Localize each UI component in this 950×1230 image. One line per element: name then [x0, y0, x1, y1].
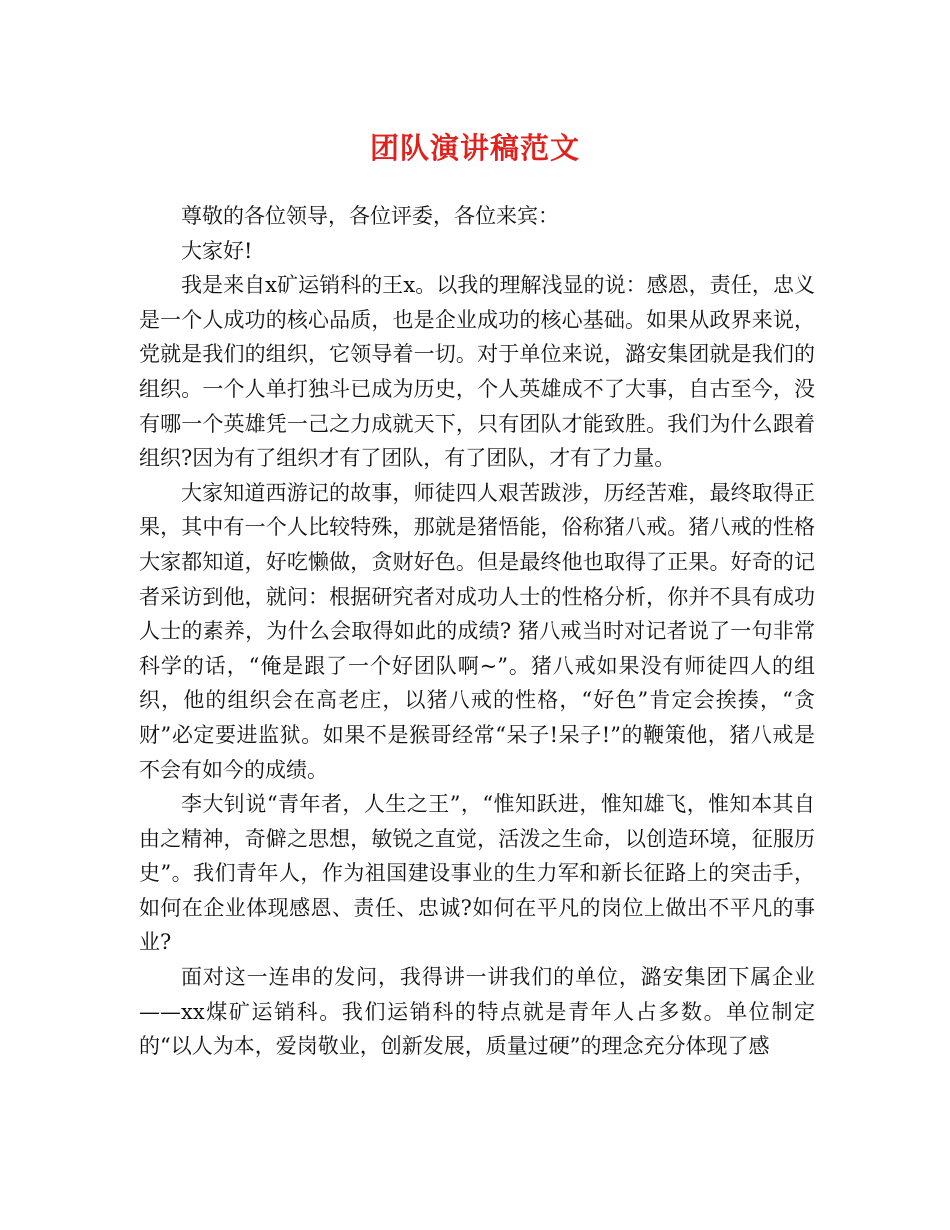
document-title: 团队演讲稿范文	[369, 131, 580, 165]
paragraph-salutation: 尊敬的各位领导，各位评委，各位来宾：	[181, 204, 559, 228]
paragraph-intro: 我是来自x矿运销科的王x。以我的理解浅显的说：感恩，责任，忠义是一个人成功的核心品质，也是企业成功的核心基础。如果从政界来说，党就是我们的组织，它领导着一切。对于单位来说，潞安集团就是我们的组织。一个人单打独斗已成为历史，个人英雄成不了大事，自古至今，没有哪一个英雄凭一己之力成就天下，只有团队才能致胜。我们为什么跟着组织?因为有了组织才有了团队，有了团队，才有了力量。	[139, 273, 815, 471]
paragraph-unit: 面对这一连串的发问，我得讲一讲我们的单位，潞安集团下属企业——xx煤矿运销科。我们运销科的特点就是青年人占多数。单位制定的“以人为本，爱岗敬业，创新发展，质量过硬”的理念充分体现了感	[139, 965, 815, 1059]
document-body	[139, 199, 815, 1064]
paragraph-greeting: 大家好!	[181, 238, 253, 263]
paragraph-li-dazhao: 李大钊说“青年者，人生之王”，“惟知跃进，惟知雄飞，惟知本其自由之精神，奇僻之思想，敏锐之直觉，活泼之生命，以创造环境，征服历史”。我们青年人，作为祖国建设事业的生力军和新长征路上的突击手，如何在企业体现感恩、责任、忠诚?如何在平凡的岗位上做出不平凡的事业?	[139, 792, 815, 955]
paragraph-journey-west: 大家知道西游记的故事，师徒四人艰苦跋涉，历经苦难，最终取得正果，其中有一个人比较特殊，那就是猪悟能，俗称猪八戒。猪八戒的性格大家都知道，好吃懒做，贪财好色。但是最终他也取得了正果。好奇的记者采访到他，就问：根据研究者对成功人士的性格分析，你并不具有成功人士的素养，为什么会取得如此的成绩? 猪八戒当时对记者说了一句非常科学的话，“俺是跟了一个好团队啊~”。猪八戒如果没有师徒四人的组织，他的组织会在高老庄，以猪八戒的性格，“好色”肯定会挨揍，“贪财”必定要进监狱。如果不是猴哥经常“呆子!呆子!”的鞭策他，猪八戒是不会有如今的成绩。	[139, 480, 815, 782]
